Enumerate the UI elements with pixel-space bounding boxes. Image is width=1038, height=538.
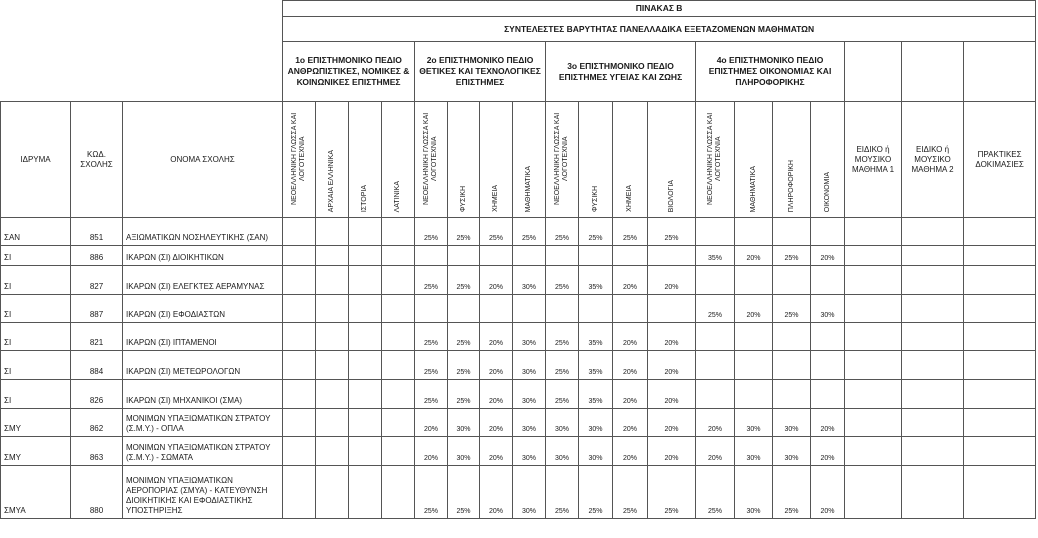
subject-header: [613, 102, 648, 218]
special-2-cell: [902, 246, 964, 266]
weight-cell: 25%: [480, 218, 513, 246]
table-row: [1, 437, 1036, 466]
weight-cell: [316, 409, 349, 437]
practical-cell: [964, 466, 1036, 519]
institution-cell: ΣΙ: [1, 246, 71, 266]
weight-cell: 20%: [480, 266, 513, 295]
weight-cell: 25%: [415, 351, 448, 380]
weight-cell: 25%: [613, 466, 648, 519]
weight-cell: [773, 218, 811, 246]
weight-cell: 20%: [735, 295, 773, 323]
field-1-header: 1ο ΕΠΙΣΤΗΜΟΝΙΚΟ ΠΕΔΙΟ ΑΝΘΡΩΠΙΣΤΙΚΕΣ, ΝΟΜΙΚΕΣ & ΚΟΙΝΩΝΙΚΕΣ ΕΠΙΣΤΗΜΕΣ: [283, 42, 415, 102]
weight-cell: 25%: [648, 466, 696, 519]
weight-cell: 20%: [613, 351, 648, 380]
institution-cell: ΣΙ: [1, 380, 71, 409]
weight-cell: 20%: [613, 266, 648, 295]
weight-cell: 25%: [513, 218, 546, 246]
weight-cell: 20%: [480, 409, 513, 437]
weight-cell: 35%: [696, 246, 735, 266]
special-1-cell: [845, 466, 902, 519]
subject-header: [448, 102, 480, 218]
weight-cell: [696, 380, 735, 409]
special-1-cell: [845, 246, 902, 266]
weight-cell: 20%: [811, 246, 845, 266]
practical-cell: [964, 437, 1036, 466]
weight-cell: 20%: [480, 437, 513, 466]
weight-cell: 35%: [579, 380, 613, 409]
school-name-cell: ΙΚΑΡΩΝ (ΣΙ) ΜΕΤΕΩΡΟΛΟΓΩΝ: [123, 351, 283, 380]
weight-cell: 25%: [448, 380, 480, 409]
table-row: [1, 246, 1036, 266]
weight-cell: [382, 266, 415, 295]
school-code-cell: 851: [71, 218, 123, 246]
subject-header: [382, 102, 415, 218]
weight-cell: [648, 295, 696, 323]
weight-cell: 20%: [613, 409, 648, 437]
weight-cell: [316, 351, 349, 380]
subject-label: ΑΡΧΑΙΑ ΕΛΛΗΝΙΚΑ: [328, 149, 336, 212]
weight-cell: 25%: [613, 218, 648, 246]
subject-header: [811, 102, 845, 218]
subject-label: ΙΣΤΟΡΙΑ: [361, 184, 369, 212]
weight-cell: 25%: [579, 218, 613, 246]
weight-cell: [382, 466, 415, 519]
weight-cell: 20%: [415, 409, 448, 437]
table-row: [1, 266, 1036, 295]
weight-cell: [349, 466, 382, 519]
weight-cell: [316, 323, 349, 351]
school-code-cell: 887: [71, 295, 123, 323]
weight-cell: 25%: [546, 380, 579, 409]
weight-cell: [696, 266, 735, 295]
weight-cell: 30%: [513, 466, 546, 519]
weight-cell: 30%: [513, 409, 546, 437]
subject-header: [415, 102, 448, 218]
weight-cell: 25%: [773, 295, 811, 323]
subject-label: ΧΗΜΕΙΑ: [492, 185, 500, 212]
table-row: [1, 351, 1036, 380]
weight-cell: [283, 295, 316, 323]
weight-cell: [349, 409, 382, 437]
weight-cell: [349, 295, 382, 323]
weight-cell: 25%: [773, 466, 811, 519]
weight-cell: [316, 295, 349, 323]
weight-cell: 30%: [448, 409, 480, 437]
weight-cell: [513, 295, 546, 323]
special-1-cell: [845, 218, 902, 246]
weight-cell: 30%: [513, 266, 546, 295]
weight-cell: 20%: [735, 246, 773, 266]
practical-cell: [964, 295, 1036, 323]
weight-cell: 30%: [773, 409, 811, 437]
weight-cell: 20%: [415, 437, 448, 466]
weight-cell: 20%: [648, 323, 696, 351]
subject-header: [696, 102, 735, 218]
weight-cell: [415, 246, 448, 266]
table-row: [1, 466, 1036, 519]
subject-label: ΒΙΟΛΟΓΙΑ: [667, 179, 675, 212]
school-name-cell: ΜΟΝΙΜΩΝ ΥΠΑΞΙΩΜΑΤΙΚΩΝ ΣΤΡΑΤΟΥ (Σ.Μ.Υ.) - ΟΠΛΑ: [123, 409, 283, 437]
school-name-cell: ΙΚΑΡΩΝ (ΣΙ) ΔΙΟΙΚΗΤΙΚΩΝ: [123, 246, 283, 266]
subject-label: ΟΙΚΟΝΟΜΙΑ: [823, 171, 831, 212]
weight-cell: [349, 218, 382, 246]
table-row: [1, 380, 1036, 409]
school-name-cell: ΑΞΙΩΜΑΤΙΚΩΝ ΝΟΣΗΛΕΥΤΙΚΗΣ (ΣΑΝ): [123, 218, 283, 246]
weight-cell: 30%: [513, 380, 546, 409]
institution-cell: ΣΙ: [1, 323, 71, 351]
table-row: [1, 409, 1036, 437]
weight-cell: [382, 351, 415, 380]
school-name-cell: ΙΚΑΡΩΝ (ΣΙ) ΙΠΤΑΜΕΝΟΙ: [123, 323, 283, 351]
weight-cell: 20%: [613, 323, 648, 351]
weight-cell: 30%: [513, 351, 546, 380]
special-2-cell: [902, 466, 964, 519]
subject-label: ΛΑΤΙΝΙΚΑ: [394, 180, 402, 212]
weight-cell: 35%: [579, 351, 613, 380]
weight-cell: 25%: [546, 466, 579, 519]
special-1-cell: [845, 266, 902, 295]
weight-cell: [283, 351, 316, 380]
practical-cell: [964, 266, 1036, 295]
school-code-cell: 880: [71, 466, 123, 519]
weight-cell: [316, 380, 349, 409]
subject-header: [648, 102, 696, 218]
header-special-2: ΕΙΔΙΚΟ ή ΜΟΥΣΙΚΟ ΜΑΘΗΜΑ 2: [902, 102, 964, 218]
subject-header: [579, 102, 613, 218]
school-name-cell: ΙΚΑΡΩΝ (ΣΙ) ΜΗΧΑΝΙΚΟΙ (ΣΜΑ): [123, 380, 283, 409]
weight-cell: [316, 266, 349, 295]
weight-cell: [316, 218, 349, 246]
weight-cell: [811, 323, 845, 351]
weight-cell: 30%: [735, 437, 773, 466]
table-title: ΠΙΝΑΚΑΣ Β: [283, 1, 1036, 17]
weight-cell: [283, 323, 316, 351]
table-subtitle: ΣΥΝΤΕΛΕΣΤΕΣ ΒΑΡΥΤΗΤΑΣ ΠΑΝΕΛΛΑΔΙΚΑ ΕΞΕΤΑΖΟΜΕΝΩΝ ΜΑΘΗΜΑΤΩΝ: [283, 17, 1036, 42]
weight-cell: [579, 295, 613, 323]
weight-cell: 20%: [613, 380, 648, 409]
school-name-cell: ΜΟΝΙΜΩΝ ΥΠΑΞΙΩΜΑΤΙΚΩΝ ΑΕΡΟΠΟΡΙΑΣ (ΣΜΥΑ) - ΚΑΤΕΥΘΥΝΣΗ ΔΙΟΙΚΗΤΙΚΗΣ ΚΑΙ ΕΦΟΔΙΑΣΤΙΚΗΣ ΥΠΟΣΤΗΡΙΞΗΣ: [123, 466, 283, 519]
special-1-cell: [845, 380, 902, 409]
table-row: [1, 295, 1036, 323]
special-2-cell: [902, 295, 964, 323]
school-code-cell: 821: [71, 323, 123, 351]
weight-cell: [480, 295, 513, 323]
weight-cell: [773, 323, 811, 351]
special-2-cell: [902, 409, 964, 437]
weight-cell: [316, 466, 349, 519]
weight-cell: [735, 380, 773, 409]
table-row: [1, 218, 1036, 246]
subject-label: ΝΕΟΕΛΛΗΝΙΚΗ ΓΛΩΣΣΑ ΚΑΙ ΛΟΓΟΤΕΧΝΙΑ: [423, 112, 439, 206]
weight-cell: [283, 380, 316, 409]
weight-cell: [696, 218, 735, 246]
subject-label: ΠΛΗΡΟΦΟΡΙΚΗ: [787, 159, 795, 212]
header-school: ΟΝΟΜΑ ΣΧΟΛΗΣ: [123, 102, 283, 218]
weight-cell: [546, 246, 579, 266]
school-code-cell: 886: [71, 246, 123, 266]
field-4-header: 4ο ΕΠΙΣΤΗΜΟΝΙΚΟ ΠΕΔΙΟ ΕΠΙΣΤΗΜΕΣ ΟΙΚΟΝΟΜΙΑΣ ΚΑΙ ΠΛΗΡΟΦΟΡΙΚΗΣ: [696, 42, 845, 102]
header-institution: ΙΔΡΥΜΑ: [1, 102, 71, 218]
subject-header: [513, 102, 546, 218]
weight-cell: 30%: [773, 437, 811, 466]
weight-cell: 20%: [811, 437, 845, 466]
special-1-cell: [845, 437, 902, 466]
subject-label: ΝΕΟΕΛΛΗΝΙΚΗ ΓΛΩΣΣΑ ΚΑΙ ΛΟΓΟΤΕΧΝΙΑ: [291, 112, 307, 206]
school-code-cell: 827: [71, 266, 123, 295]
subject-header: [349, 102, 382, 218]
weight-cell: 20%: [648, 266, 696, 295]
weight-cell: 30%: [811, 295, 845, 323]
weight-cell: [283, 246, 316, 266]
special-2-cell: [902, 351, 964, 380]
header-practical: ΠΡΑΚΤΙΚΕΣ ΔΟΚΙΜΑΣΙΕΣ: [964, 102, 1036, 218]
subject-label: ΧΗΜΕΙΑ: [626, 185, 634, 212]
weight-cell: [316, 437, 349, 466]
weight-cell: [811, 351, 845, 380]
weight-cell: [382, 409, 415, 437]
institution-cell: ΣΜΥΑ: [1, 466, 71, 519]
weight-cell: [448, 246, 480, 266]
weight-cell: [811, 218, 845, 246]
weight-cell: [773, 351, 811, 380]
weight-cell: [349, 380, 382, 409]
weight-cell: [382, 246, 415, 266]
weight-cell: 25%: [696, 466, 735, 519]
weight-cell: [382, 218, 415, 246]
weight-cell: [773, 266, 811, 295]
weight-cell: 25%: [448, 266, 480, 295]
weight-cell: [382, 295, 415, 323]
weight-cell: 25%: [773, 246, 811, 266]
weight-cell: 30%: [735, 409, 773, 437]
weight-cell: 30%: [546, 409, 579, 437]
field-2-header: 2ο ΕΠΙΣΤΗΜΟΝΙΚΟ ΠΕΔΙΟ ΘΕΤΙΚΕΣ ΚΑΙ ΤΕΧΝΟΛΟΓΙΚΕΣ ΕΠΙΣΤΗΜΕΣ: [415, 42, 546, 102]
header-code: ΚΩΔ. ΣΧΟΛΗΣ: [71, 102, 123, 218]
school-name-cell: ΙΚΑΡΩΝ (ΣΙ) ΕΛΕΓΚΤΕΣ ΑΕΡΑΜΥΝΑΣ: [123, 266, 283, 295]
subject-header: [546, 102, 579, 218]
institution-cell: ΣΜΥ: [1, 409, 71, 437]
institution-cell: ΣΙ: [1, 266, 71, 295]
weight-cell: [283, 409, 316, 437]
weight-cell: 25%: [546, 323, 579, 351]
subject-header: [480, 102, 513, 218]
header-special-1: ΕΙΔΙΚΟ ή ΜΟΥΣΙΚΟ ΜΑΘΗΜΑ 1: [845, 102, 902, 218]
weight-cell: [735, 323, 773, 351]
weight-cell: [382, 323, 415, 351]
weight-cell: 25%: [415, 266, 448, 295]
weight-cell: [349, 323, 382, 351]
weight-cell: [448, 295, 480, 323]
special-2-cell: [902, 218, 964, 246]
weight-cell: [415, 295, 448, 323]
practical-cell: [964, 380, 1036, 409]
subject-header: [735, 102, 773, 218]
special-2-cell: [902, 323, 964, 351]
subject-label: ΝΕΟΕΛΛΗΝΙΚΗ ΓΛΩΣΣΑ ΚΑΙ ΛΟΓΟΤΕΧΝΙΑ: [707, 112, 723, 206]
weight-cell: [283, 266, 316, 295]
weight-cell: [613, 295, 648, 323]
special-1-cell: [845, 323, 902, 351]
weight-cell: 25%: [648, 218, 696, 246]
practical-cell: [964, 409, 1036, 437]
special-1-cell: [845, 295, 902, 323]
weight-cell: [316, 246, 349, 266]
weight-cell: 20%: [696, 437, 735, 466]
special-2-cell: [902, 380, 964, 409]
field-3-header: 3ο ΕΠΙΣΤΗΜΟΝΙΚΟ ΠΕΔΙΟ ΕΠΙΣΤΗΜΕΣ ΥΓΕΙΑΣ ΚΑΙ ΖΩΗΣ: [546, 42, 696, 102]
school-code-cell: 862: [71, 409, 123, 437]
practical-cell: [964, 246, 1036, 266]
weight-cell: 35%: [579, 323, 613, 351]
institution-cell: ΣΑΝ: [1, 218, 71, 246]
practical-cell: [964, 351, 1036, 380]
weight-cell: 20%: [613, 437, 648, 466]
weight-cell: 20%: [811, 466, 845, 519]
weight-cell: [579, 246, 613, 266]
weight-cell: 35%: [579, 266, 613, 295]
subject-label: ΜΑΘΗΜΑΤΙΚΑ: [525, 165, 533, 212]
subject-header: [773, 102, 811, 218]
weight-cell: [283, 466, 316, 519]
special-1-cell: [845, 409, 902, 437]
weight-cell: 30%: [513, 323, 546, 351]
subject-label: ΝΕΟΕΛΛΗΝΙΚΗ ΓΛΩΣΣΑ ΚΑΙ ΛΟΓΟΤΕΧΝΙΑ: [554, 112, 570, 206]
weight-cell: 30%: [448, 437, 480, 466]
weight-cell: 20%: [480, 323, 513, 351]
weight-cell: 25%: [448, 351, 480, 380]
weight-cell: 20%: [648, 409, 696, 437]
special-2-cell: [902, 437, 964, 466]
weight-cell: [283, 437, 316, 466]
practical-cell: [964, 218, 1036, 246]
weight-cell: 20%: [696, 409, 735, 437]
weight-cell: [546, 295, 579, 323]
institution-cell: ΣΜΥ: [1, 437, 71, 466]
school-code-cell: 863: [71, 437, 123, 466]
weight-cell: 20%: [811, 409, 845, 437]
weight-cell: 30%: [735, 466, 773, 519]
table-row: [1, 323, 1036, 351]
subject-label: ΦΥΣΙΚΗ: [459, 185, 467, 212]
weight-cell: 20%: [648, 380, 696, 409]
weight-cell: [382, 380, 415, 409]
weight-cell: [349, 437, 382, 466]
practical-cell: [964, 323, 1036, 351]
subject-label: ΜΑΘΗΜΑΤΙΚΑ: [749, 165, 757, 212]
weight-cell: 25%: [415, 323, 448, 351]
weight-cell: 25%: [546, 266, 579, 295]
weight-cell: 25%: [448, 218, 480, 246]
weight-cell: 25%: [448, 466, 480, 519]
weight-cell: [349, 351, 382, 380]
subject-label: ΦΥΣΙΚΗ: [591, 185, 599, 212]
weight-cell: 25%: [546, 351, 579, 380]
weight-cell: [735, 266, 773, 295]
weight-cell: [735, 351, 773, 380]
subject-header: [283, 102, 316, 218]
weight-cell: [513, 246, 546, 266]
special-1-cell: [845, 351, 902, 380]
weight-cell: 20%: [480, 466, 513, 519]
weight-cell: 30%: [579, 409, 613, 437]
institution-cell: ΣΙ: [1, 295, 71, 323]
weight-cell: 25%: [448, 323, 480, 351]
weight-cell: [382, 437, 415, 466]
weight-cell: 25%: [546, 218, 579, 246]
weight-cell: [480, 246, 513, 266]
weight-cell: [648, 246, 696, 266]
weight-cell: [283, 218, 316, 246]
weight-cell: [349, 266, 382, 295]
weight-cell: 25%: [415, 380, 448, 409]
weight-cell: 20%: [480, 380, 513, 409]
weight-cell: 25%: [415, 218, 448, 246]
weight-cell: [696, 351, 735, 380]
weight-cell: 30%: [579, 437, 613, 466]
institution-cell: ΣΙ: [1, 351, 71, 380]
weight-cell: 20%: [648, 351, 696, 380]
weight-cell: [773, 380, 811, 409]
weight-cell: [735, 218, 773, 246]
weight-cell: 30%: [513, 437, 546, 466]
subject-header: [316, 102, 349, 218]
weight-cell: [613, 246, 648, 266]
school-code-cell: 826: [71, 380, 123, 409]
weight-cell: 30%: [546, 437, 579, 466]
school-code-cell: 884: [71, 351, 123, 380]
weight-cell: 20%: [648, 437, 696, 466]
weight-cell: [811, 380, 845, 409]
weight-cell: [349, 246, 382, 266]
weight-cell: 20%: [480, 351, 513, 380]
school-name-cell: ΜΟΝΙΜΩΝ ΥΠΑΞΙΩΜΑΤΙΚΩΝ ΣΤΡΑΤΟΥ (Σ.Μ.Υ.) - ΣΩΜΑΤΑ: [123, 437, 283, 466]
weight-cell: 25%: [579, 466, 613, 519]
school-name-cell: ΙΚΑΡΩΝ (ΣΙ) ΕΦΟΔΙΑΣΤΩΝ: [123, 295, 283, 323]
weight-cell: 25%: [696, 295, 735, 323]
weight-cell: [696, 323, 735, 351]
weight-cell: 25%: [415, 466, 448, 519]
special-2-cell: [902, 266, 964, 295]
weight-cell: [811, 266, 845, 295]
